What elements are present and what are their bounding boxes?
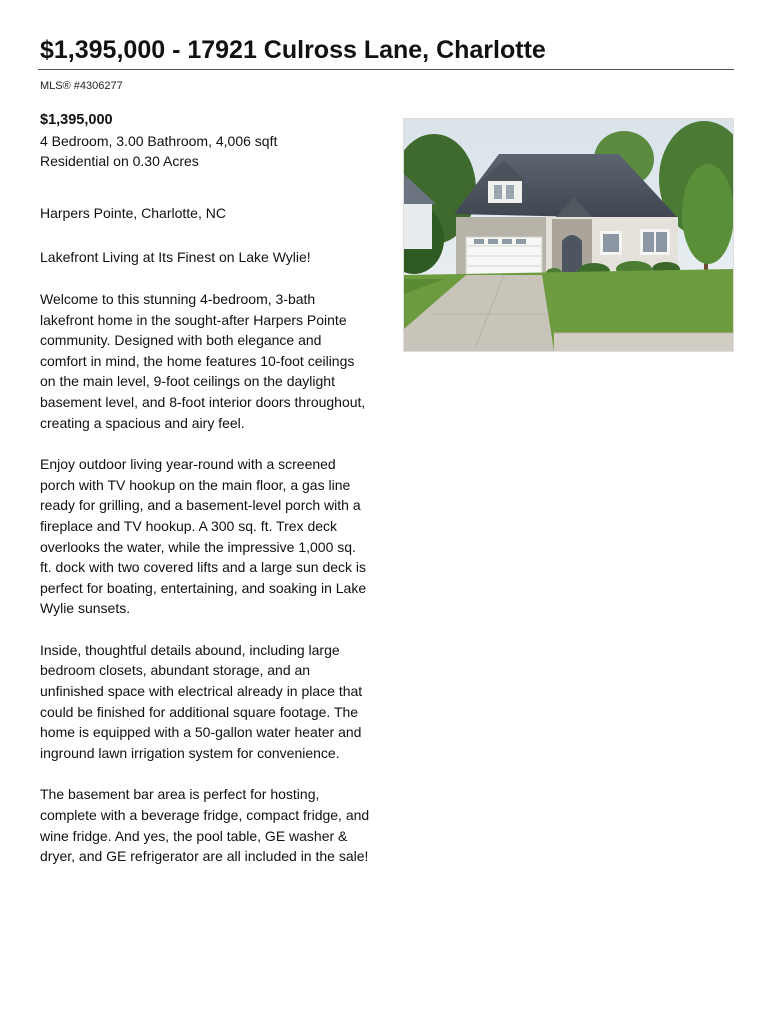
listing-title: $1,395,000 - 17921 Culross Lane, Charlotte <box>40 36 546 64</box>
description-headline: Lakefront Living at Its Finest on Lake Wylie! <box>40 249 311 266</box>
description-paragraph-2: Enjoy outdoor living year-round with a screened porch with TV hookup on the main floor, a gas line ready for grilling, and a basement-level porch with a fireplace and TV hookup. A 300 sq. ft. Trex deck overlooks the water, while the impressive 1,000 sq. ft. dock with two covered lifts and a large sun deck is perfect for boating, entertaining, and soaking in Lake Wylie sunsets. <box>40 456 367 617</box>
title-divider <box>38 69 734 70</box>
listing-specs: 4 Bedroom, 3.00 Bathroom, 4,006 sqft <box>40 132 278 149</box>
description-paragraph-3: Inside, thoughtful details abound, including large bedroom closets, abundant storage, and an unfinished space with electrical already in place that could be finished for additional square footage. The home is equipped with a 50-gallon water heater and inground lawn irrigation system for convenience. <box>40 641 363 761</box>
description-paragraph-1: Welcome to this stunning 4-bedroom, 3-bath lakefront home in the sought-after Harpers Pointe community. Designed with both elegance and comfort in mind, the home features 10-foot ceilings on the main level, 9-foot ceilings on the daylight basement level, and 8-foot interior doors throughout, creating a spacious and airy feel. <box>40 290 366 431</box>
listing-property-type: Residential on 0.30 Acres <box>40 153 199 170</box>
house-photo-illustration <box>404 119 733 351</box>
listing-details <box>40 110 370 867</box>
house-exterior-photo <box>403 118 734 352</box>
listing-price: $1,395,000 <box>40 112 113 128</box>
listing-location: Harpers Pointe, Charlotte, NC <box>40 204 226 221</box>
mls-number: MLS® #4306277 <box>40 80 123 92</box>
description-paragraph-4: The basement bar area is perfect for hosting, complete with a beverage fridge, compact fridge, and wine fridge. And yes, the pool table, GE washer & dryer, and GE refrigerator are all included in the sale! <box>40 786 370 865</box>
